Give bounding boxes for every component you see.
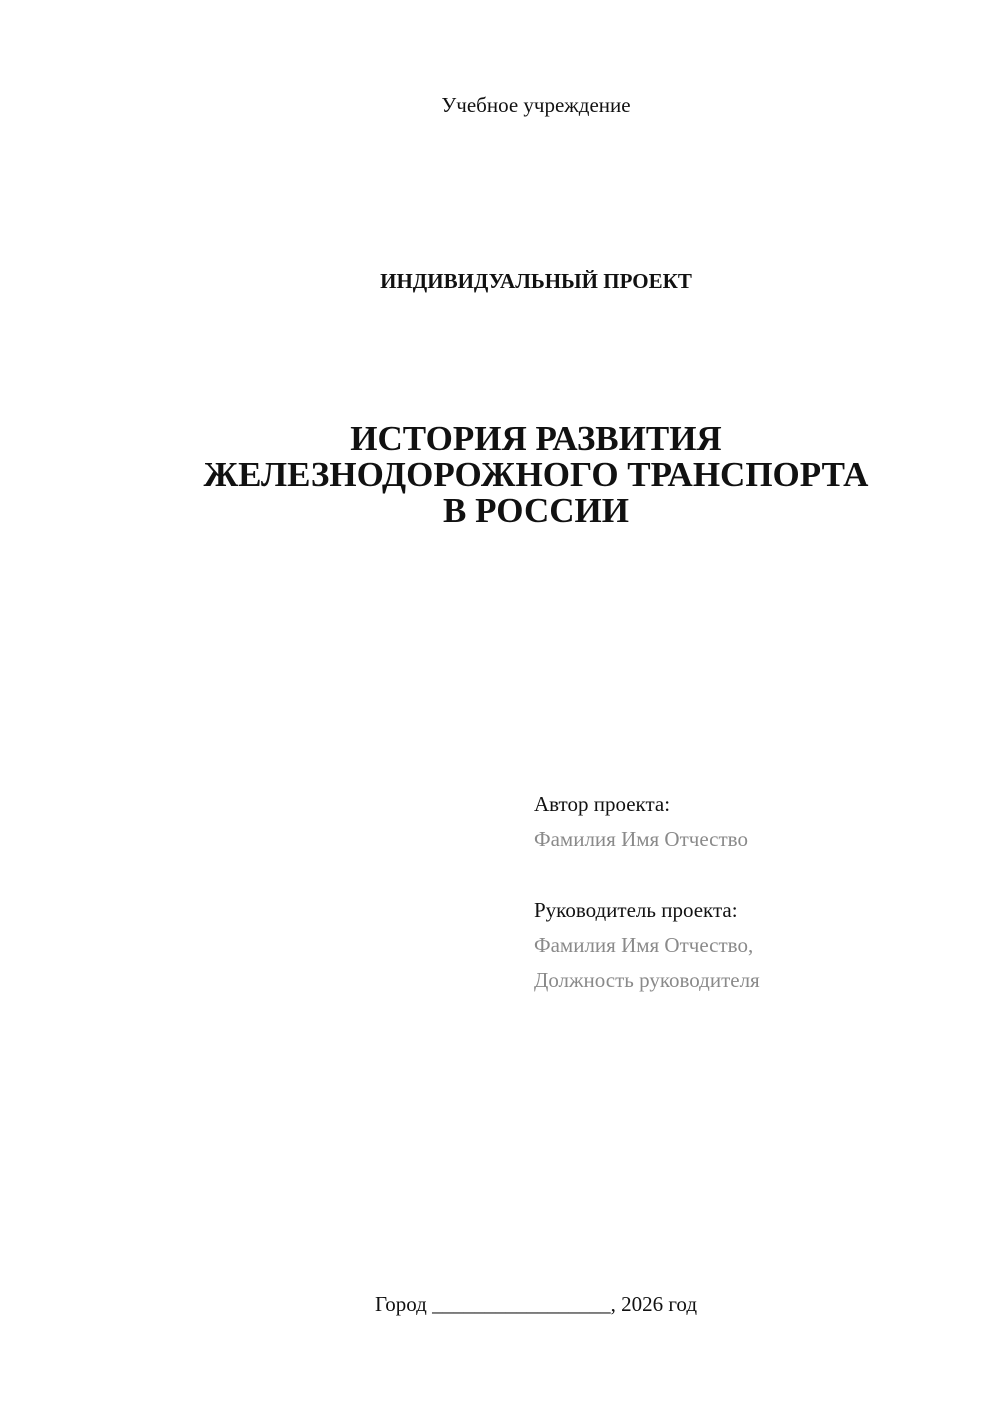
institution-name: Учебное учреждение	[441, 93, 631, 117]
title-line: ЖЕЛЕЗНОДОРОЖНОГО ТРАНСПОРТА	[203, 455, 869, 494]
city-year-footer: Город _________________, 2026 год	[374, 1292, 698, 1316]
author-name-placeholder: Фамилия Имя Отчество	[534, 827, 748, 851]
author-label: Автор проекта:	[534, 792, 671, 816]
title-line: В РОССИИ	[443, 491, 629, 530]
supervisor-name-placeholder: Фамилия Имя Отчество,	[534, 933, 754, 957]
document-title	[0, 421, 1000, 529]
supervisor-label: Руководитель проекта:	[534, 898, 738, 922]
project-info-block	[534, 787, 974, 998]
title-line: ИСТОРИЯ РАЗВИТИЯ	[350, 419, 722, 458]
document-type: ИНДИВИДУАЛЬНЫЙ ПРОЕКТ	[380, 269, 692, 293]
supervisor-position-placeholder: Должность руководителя	[534, 968, 760, 992]
